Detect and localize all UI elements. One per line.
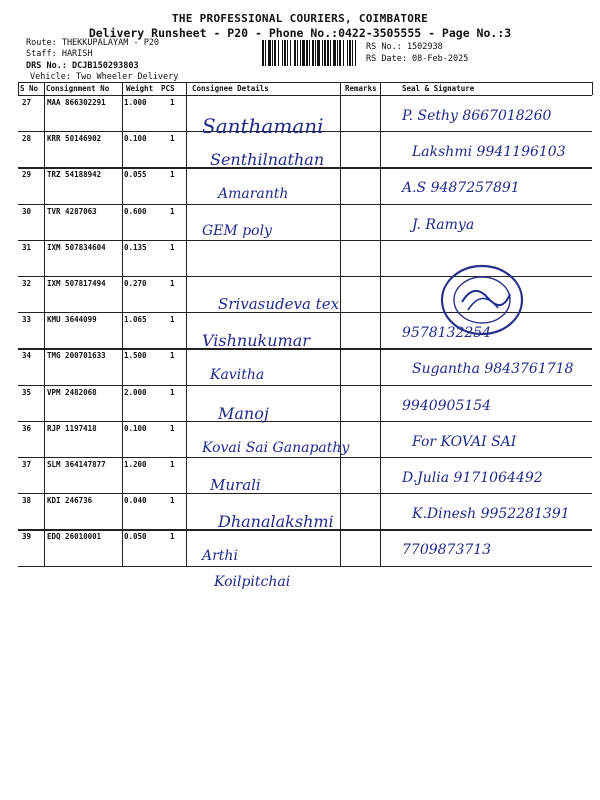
barcode-bar	[347, 40, 348, 66]
row-pcs: 1	[170, 496, 175, 506]
header-weight: Weight	[126, 84, 154, 93]
row-signature: For KOVAI SAI	[412, 433, 517, 450]
barcode-bar	[294, 40, 296, 66]
barcode-bar	[349, 40, 351, 66]
row-weight: 0.040	[124, 496, 147, 506]
barcode-bar	[265, 40, 266, 66]
header-consignee: Consignee Details	[192, 84, 269, 93]
row-signature: P. Sethy 8667018260	[402, 108, 552, 124]
row-consignment-no: TRZ 54188942	[47, 170, 102, 180]
row-consignee-handwritten: Amaranth	[218, 186, 289, 203]
barcode-bar	[312, 40, 314, 66]
barcode-bar	[272, 40, 273, 66]
row-sno: 39	[22, 532, 32, 542]
grid-row-line	[18, 421, 592, 422]
row-consignee-handwritten: Arthi	[202, 548, 238, 565]
barcode-bar	[330, 40, 331, 66]
barcode-bar	[278, 40, 279, 66]
row-signature: J. Ramya	[412, 216, 475, 233]
barcode-bar	[322, 40, 323, 66]
row-sno: 32	[22, 279, 32, 288]
row-sno: 29	[22, 170, 32, 180]
barcode-bar	[297, 40, 298, 66]
barcode-bar	[352, 40, 353, 66]
row-consignment-no: TMG 200701633	[47, 351, 106, 361]
header-consignment: Consignment No	[46, 84, 110, 93]
row-consignee-handwritten: Srivasudeva tex	[218, 295, 340, 313]
staff-label: Staff: HARISH	[26, 49, 93, 59]
row-pcs: 1	[170, 279, 175, 288]
row-consignee-handwritten: Senthilnathan	[210, 150, 325, 170]
barcode-bar	[327, 40, 329, 66]
row-sno: 35	[22, 387, 32, 397]
row-signature: Lakshmi 9941196103	[412, 144, 566, 161]
row-weight: 1.200	[124, 460, 147, 469]
row-weight: 0.100	[124, 423, 147, 433]
row-sno: 38	[22, 496, 32, 506]
row-consignment-no: VPM 2482068	[47, 387, 97, 397]
barcode	[262, 40, 358, 66]
grid-row-line	[18, 457, 592, 458]
row-weight: 1.500	[124, 351, 147, 361]
row-consignee-handwritten: Santhamani	[202, 114, 324, 138]
header-seal: Seal & Signature	[402, 84, 475, 93]
barcode-bar	[290, 40, 291, 66]
row-sno: 28	[22, 134, 32, 144]
row-weight: 0.055	[124, 170, 147, 180]
barcode-bar	[337, 40, 338, 66]
barcode-bar	[302, 40, 305, 66]
row-pcs: 1	[170, 242, 175, 252]
grid-row-line	[18, 95, 592, 96]
drs-number: DRS No.: DCJB150293803	[26, 61, 139, 71]
row-weight: 0.270	[124, 279, 147, 288]
row-sno: 36	[22, 423, 32, 433]
barcode-bar	[339, 40, 341, 66]
row-consignment-no: KMU 3644099	[47, 315, 97, 325]
barcode-bar	[355, 40, 356, 66]
row-consignment-no: KDI 246736	[47, 496, 93, 506]
runsheet-title: Delivery Runsheet - P20 - Phone No.:0422-3505555 - Page No.:3	[88, 26, 512, 40]
grid-row-line	[18, 204, 592, 205]
barcode-bar	[282, 40, 283, 66]
grid-row-line	[18, 82, 592, 83]
row-consignee-handwritten: Dhanalakshmi	[218, 512, 334, 532]
grid-column-line	[18, 82, 19, 95]
barcode-bar	[268, 40, 271, 66]
row-consignee-handwritten: Murali	[210, 476, 261, 494]
barcode-bar	[343, 40, 344, 66]
row-pcs: 1	[170, 315, 175, 325]
barcode-bar	[274, 40, 276, 66]
barcode-bar	[315, 40, 316, 66]
barcode-bar	[287, 40, 288, 66]
row-consignment-no: RJP 1197418	[47, 423, 97, 433]
grid-row-line	[18, 240, 592, 241]
row-sno: 33	[22, 315, 32, 325]
row-consignee-handwritten: GEM poly	[202, 222, 272, 239]
barcode-bar	[300, 40, 301, 66]
row-consignment-no: IXM 507817494	[47, 279, 106, 288]
row-weight: 0.135	[124, 242, 147, 252]
runsheet-table	[18, 82, 592, 642]
row-signature: K.Dinesh 9952281391	[412, 506, 570, 523]
row-signature: 9940905154	[402, 397, 492, 414]
row-pcs: 1	[170, 460, 175, 469]
row-pcs: 1	[170, 532, 175, 542]
row-consignment-no: MAA 866302291	[47, 98, 106, 107]
grid-column-line	[592, 82, 593, 95]
row-consignment-no: IXM 507834604	[47, 242, 106, 252]
rs-date: RS Date: 08-Feb-2025	[366, 54, 469, 64]
row-consignee-handwritten: Manoj	[218, 403, 269, 423]
barcode-bar	[284, 40, 286, 66]
row-consignment-no: TVR 4287063	[47, 206, 97, 216]
row-consignment-no: EDQ 26010001	[47, 532, 102, 542]
row-consignee-handwritten: Vishnukumar	[202, 331, 310, 351]
row-pcs: 1	[170, 206, 175, 216]
row-pcs: 1	[170, 423, 175, 433]
row-weight: 0.100	[124, 134, 147, 144]
row-pcs: 1	[170, 134, 175, 144]
row-pcs: 1	[170, 170, 175, 180]
row-signature: 9578132254	[402, 325, 492, 342]
barcode-bar	[324, 40, 326, 66]
row-consignment-no: KRR 50146902	[47, 134, 102, 144]
row-sno: 34	[22, 351, 32, 361]
route-label: Route: THEKKUPALAYAM - P20	[26, 38, 160, 48]
row-weight: 0.600	[124, 206, 147, 216]
row-sno: 27	[22, 98, 32, 107]
row-sno: 30	[22, 206, 32, 216]
row-pcs: 1	[170, 351, 175, 361]
barcode-bar	[333, 40, 336, 66]
grid-row-line	[18, 493, 592, 494]
barcode-bar	[306, 40, 308, 66]
barcode-bar	[317, 40, 320, 66]
company-seal-stamp	[432, 258, 532, 342]
barcode-bar	[309, 40, 310, 66]
row-pcs: 1	[170, 98, 175, 107]
row-weight: 1.000	[124, 98, 147, 107]
row-signature: 7709873713	[402, 542, 492, 559]
header-sno: S No	[20, 84, 39, 93]
company-title: THE PROFESSIONAL COURIERS, COIMBATORE	[171, 12, 429, 25]
row-weight: 1.065	[124, 315, 147, 325]
header-pcs: PCS	[161, 84, 175, 93]
row-pcs: 1	[170, 387, 175, 397]
vehicle-label: Vehicle: Two Wheeler Delivery	[30, 72, 179, 82]
grid-row-line	[18, 385, 592, 386]
handwritten-extra-name: Koilpitchai	[214, 573, 291, 590]
row-signature: Sugantha 9843761718	[412, 361, 574, 378]
row-signature: D.Julia 9171064492	[402, 470, 543, 486]
header-remarks: Remarks	[345, 84, 377, 93]
row-sno: 37	[22, 460, 32, 469]
row-weight: 0.050	[124, 532, 147, 542]
row-consignee-handwritten: Kovai Sai Ganapathy	[202, 439, 350, 456]
rs-number: RS No.: 1502938	[366, 42, 443, 52]
row-signature: A.S 9487257891	[402, 180, 520, 197]
row-consignment-no: SLM 364147877	[47, 460, 106, 469]
row-sno: 31	[22, 242, 32, 252]
grid-row-line	[18, 566, 592, 567]
row-consignee-handwritten: Kavitha	[210, 367, 265, 384]
barcode-bar	[262, 40, 264, 66]
row-weight: 2.000	[124, 387, 147, 397]
